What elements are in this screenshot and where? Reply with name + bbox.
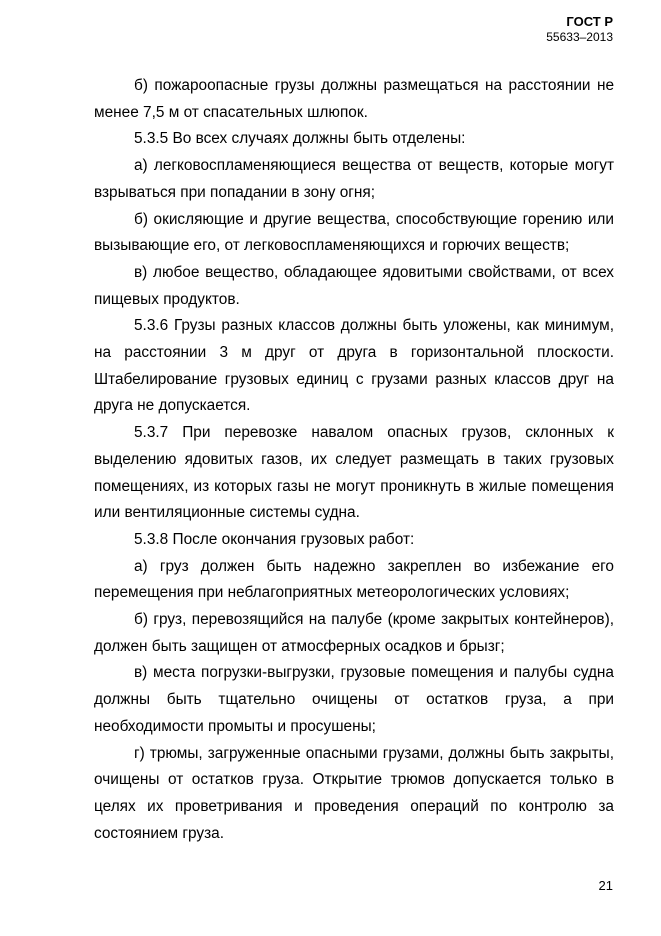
standard-title: ГОСТ Р	[566, 14, 613, 29]
document-body	[94, 73, 614, 847]
paragraph-item-b-fire-hazard: б) пожароопасные грузы должны размещаться на расстоянии не менее 7,5 м от спасательных шлюпок.	[94, 77, 614, 121]
clause-5-3-5: 5.3.5 Во всех случаях должны быть отделены:	[134, 130, 466, 148]
paragraph-item-v-cleaning: в) места погрузки-выгрузки, грузовые помещения и палубы судна должны быть тщательно очищены от остатков груза, а при необходимости промыты и просушены;	[94, 664, 614, 735]
paragraph-item-v-toxic: в) любое вещество, обладающее ядовитыми свойствами, от всех пищевых продуктов.	[94, 263, 614, 308]
clause-5-3-6: 5.3.6 Грузы разных классов должны быть уложены, как минимум, на расстоянии 3 м друг от друга в горизонтальной плоскости. Штабелирование грузовых единиц с грузами разных классов друг на друга не допускается.	[94, 317, 614, 415]
clause-5-3-7: 5.3.7 При перевозке навалом опасных грузов, склонных к выделению ядовитых газов, их следует размещать в таких грузовых помещениях, из которых газы не могут проникнуть в жилые помещения или вентиляционные системы судна.	[94, 424, 614, 522]
clause-5-3-8: 5.3.8 После окончания грузовых работ:	[134, 530, 415, 548]
page-number: 21	[598, 878, 613, 893]
document-header	[546, 14, 613, 45]
paragraph-item-a-flammable: а) легковоспламеняющиеся вещества от веществ, которые могут взрываться при попадании в зону огня;	[94, 157, 614, 201]
paragraph-item-a-secured: а) груз должен быть надежно закреплен во избежание его перемещения при неблагоприятных метеорологических условиях;	[94, 557, 614, 602]
paragraph-item-b-oxidizing: б) окисляющие и другие вещества, способствующие горению или вызывающие его, от легковоспламеняющихся и горючих веществ;	[94, 210, 614, 255]
paragraph-item-b-deck-cargo: б) груз, перевозящийся на палубе (кроме закрытых контейнеров), должен быть защищен от атмосферных осадков и брызг;	[94, 611, 614, 655]
standard-number: 55633–2013	[546, 30, 613, 44]
paragraph-item-g-holds: г) трюмы, загруженные опасными грузами, должны быть закрыты, очищены от остатков груза. Открытие трюмов допускается только в целях их проветривания и проведения операций по контролю за состоянием груза.	[94, 744, 614, 842]
